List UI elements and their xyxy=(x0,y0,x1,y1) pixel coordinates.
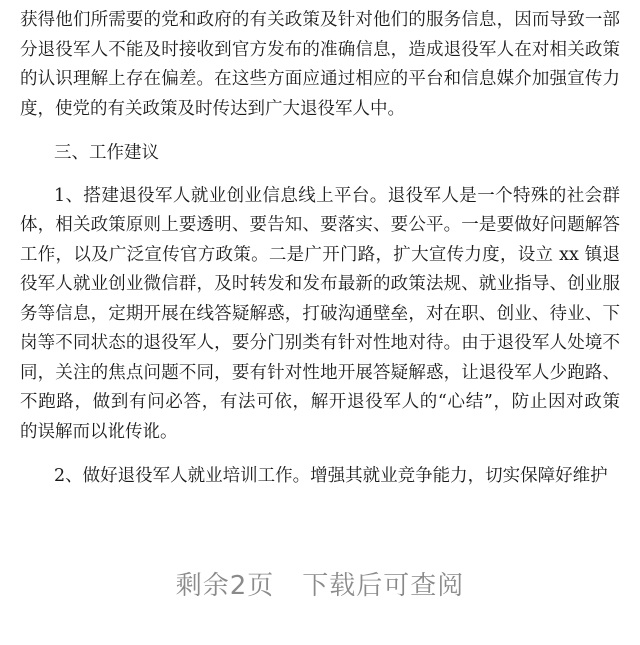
document-body xyxy=(20,6,620,492)
text-line: 同，关注的焦点问题不同，要有针对性地开展答疑解惑，让退役军人少跑路、 xyxy=(20,362,620,383)
text-line: 的误解而以讹传讹。 xyxy=(20,421,178,442)
paragraph-3 xyxy=(20,462,620,492)
section-heading: 三、工作建议 xyxy=(54,143,159,163)
text-line: 度，使党的有关政策及时传达到广大退役军人中。 xyxy=(20,98,405,119)
text-line: 不跑路，做到有问必答，有法可依，解开退役军人的“心结”，防止因对政策 xyxy=(20,392,620,412)
paragraph-1 xyxy=(20,6,620,124)
text-line: 役军人就业创业微信群，及时转发和发布最新的政策法规、就业指导、创业服 xyxy=(20,274,620,294)
paragraph-2 xyxy=(20,182,620,448)
text-line: 务等信息，定期开展在线答疑解惑，打破沟通壁垒，对在职、创业、待业、下 xyxy=(20,303,620,324)
text-line: 获得他们所需要的党和政府的有关政策及针对他们的服务信息，因而导致一部 xyxy=(20,10,620,30)
text-line: 工作，以及广泛宣传官方政策。二是广开门路，扩大宣传力度，设立 xx 镇退 xyxy=(20,244,620,265)
text-line: 分退役军人不能及时接收到官方发布的准确信息，造成退役军人在对相关政策 xyxy=(20,39,620,60)
download-prompt-label: 下载后可查阅 xyxy=(302,571,465,601)
text-line: 体，相关政策原则上要透明、要告知、要落实、要公平。一是要做好问题解答 xyxy=(20,215,620,235)
text-line: 1、搭建退役军人就业创业信息线上平台。退役军人是一个特殊的社会群 xyxy=(54,185,620,206)
remaining-pages-notice[interactable] xyxy=(0,565,640,602)
remaining-pages-label: 剩余2页 xyxy=(175,571,275,601)
text-line: 的认识理解上存在偏差。在这些方面应通过相应的平台和信息媒介加强宣传力 xyxy=(20,69,620,89)
text-line: 2、做好退役军人就业培训工作。增强其就业竞争能力，切实保障好维护 xyxy=(54,466,608,486)
text-line: 岗等不同状态的退役军人，要分门别类有针对性地对待。由于退役军人处境不 xyxy=(20,333,620,353)
